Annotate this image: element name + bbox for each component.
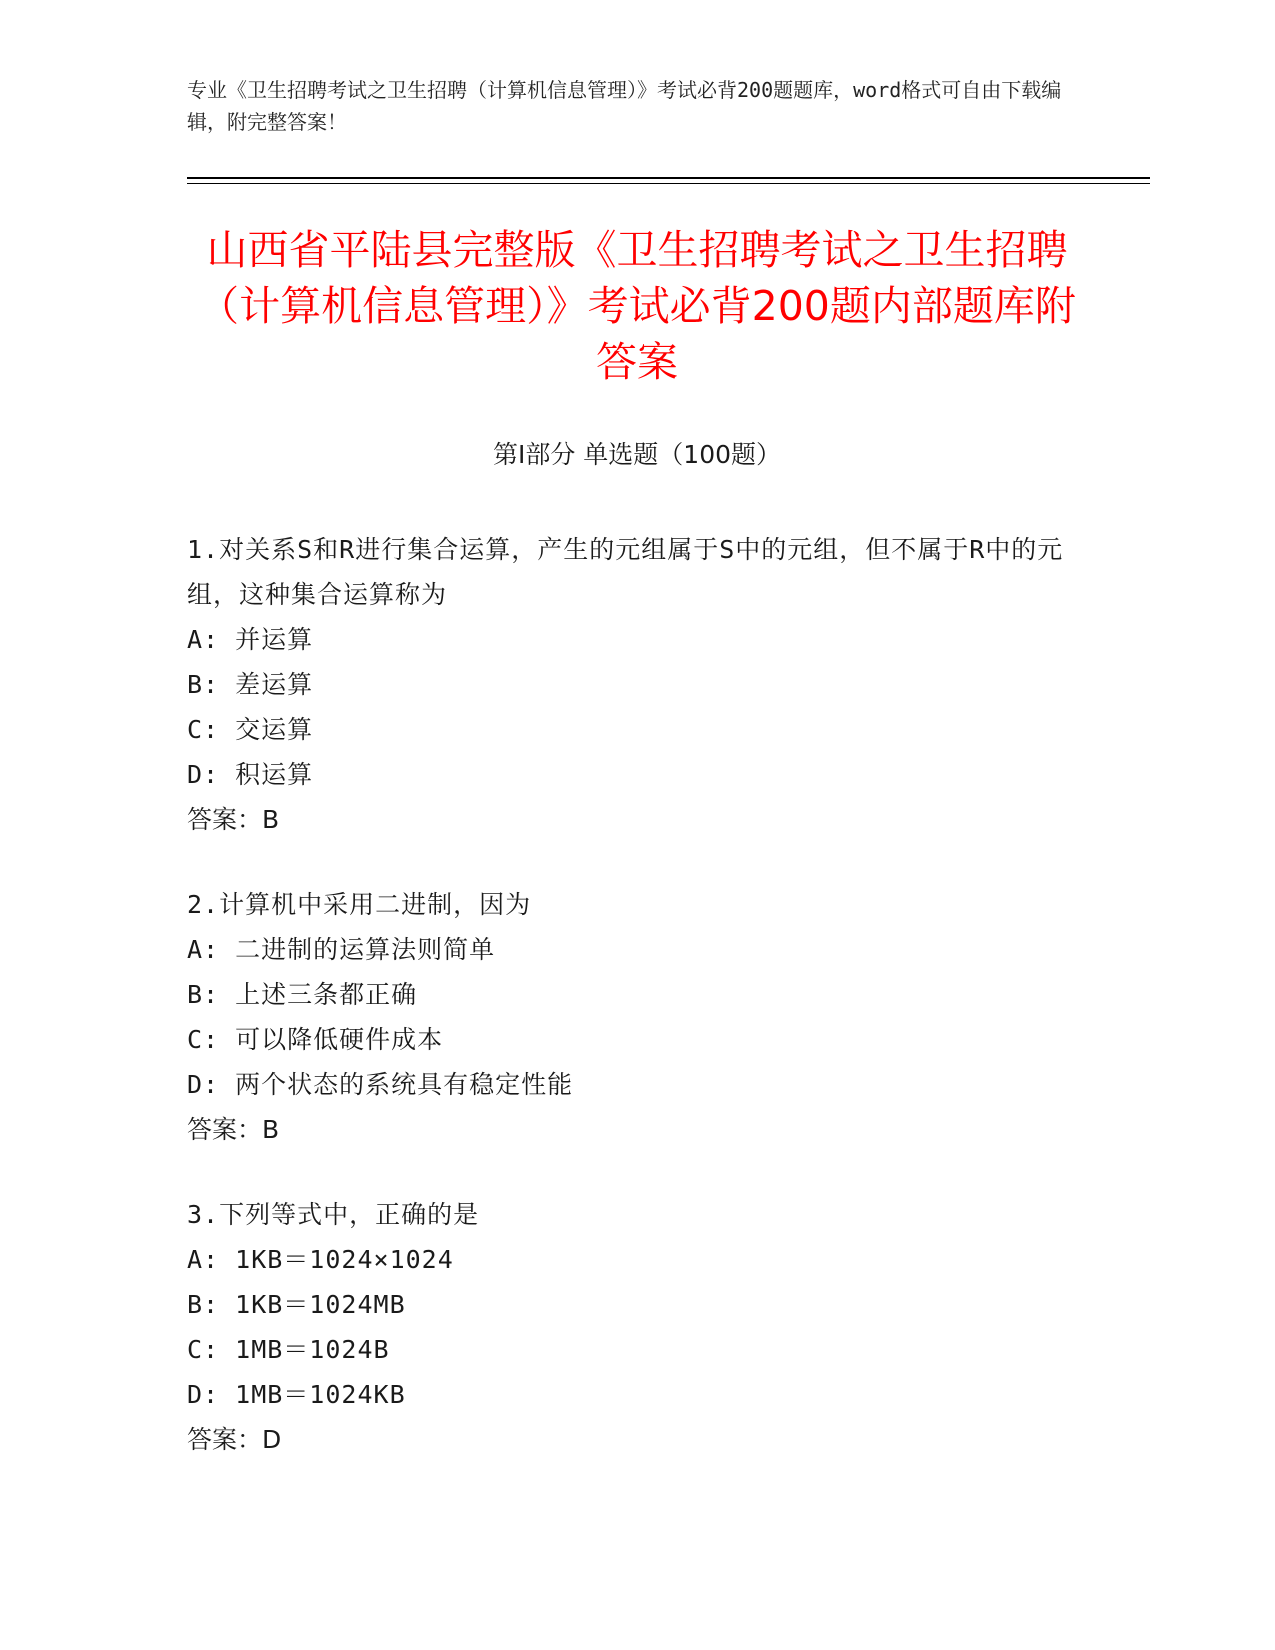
option-b: B: 1KB＝1024MB	[187, 1290, 406, 1319]
header-note: 专业《卫生招聘考试之卫生招聘（计算机信息管理）》考试必背200题题库，word格式可自由下载编辑，附完整答案！	[187, 78, 1062, 134]
option-d: D: 两个状态的系统具有稳定性能	[187, 1070, 574, 1099]
question-stem: 2.计算机中采用二进制，因为	[187, 890, 532, 919]
question-list	[187, 527, 1067, 1502]
option-b: B: 上述三条都正确	[187, 980, 418, 1009]
option-c: C: 可以降低硬件成本	[187, 1025, 444, 1054]
question-1	[187, 527, 1067, 842]
section-heading: 第Ⅰ部分 单选题（100题）	[492, 440, 782, 469]
answer-line: 答案：D	[187, 1425, 282, 1454]
option-c: C: 交运算	[187, 715, 314, 744]
document-title: 山西省平陆县完整版《卫生招聘考试之卫生招聘（计算机信息管理）》考试必背200题内部题库附答案	[198, 226, 1076, 386]
option-d: D: 积运算	[187, 760, 314, 789]
question-stem: 3.下列等式中，正确的是	[187, 1200, 480, 1229]
option-a: A: 二进制的运算法则简单	[187, 935, 496, 964]
answer-line: 答案：B	[187, 805, 280, 834]
option-c: C: 1MB＝1024B	[187, 1335, 390, 1364]
option-a: A: 1KB＝1024×1024	[187, 1245, 454, 1274]
option-a: A: 并运算	[187, 625, 314, 654]
question-3	[187, 1192, 1067, 1462]
option-b: B: 差运算	[187, 670, 314, 699]
question-2	[187, 882, 1067, 1152]
answer-line: 答案：B	[187, 1115, 280, 1144]
header-divider-thick	[187, 177, 1150, 179]
question-stem: 1.对关系S和R进行集合运算，产生的元组属于S中的元组，但不属于R中的元组，这种集合运算称为	[187, 535, 1064, 609]
option-d: D: 1MB＝1024KB	[187, 1380, 406, 1409]
header-divider-thin	[187, 183, 1150, 184]
